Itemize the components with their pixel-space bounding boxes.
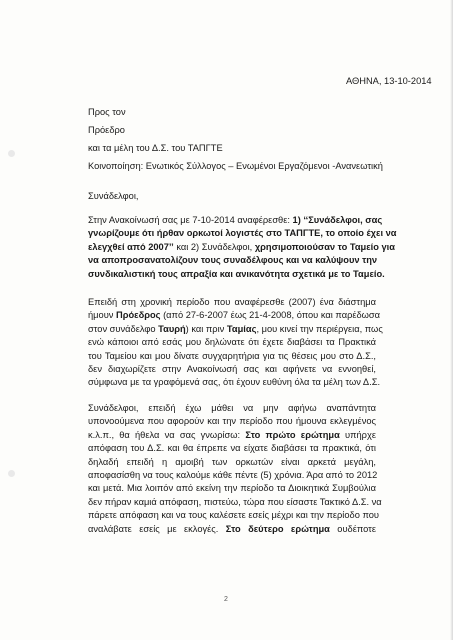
text-span: υπήρχε xyxy=(339,429,376,440)
letter-date: ΑΘΗΝΑ, 13-10-2014 xyxy=(346,76,432,86)
bold-span: συνδικαλιστική τους απραξία και ανικανότητα σχετικά με το Ταμείο. xyxy=(88,268,385,279)
text-line xyxy=(88,214,383,227)
text-line xyxy=(88,523,376,536)
punch-hole-mark xyxy=(8,470,15,477)
page-number: 2 xyxy=(224,596,228,603)
bold-span: Στο πρώτο ερώτημα xyxy=(245,429,340,440)
text-line xyxy=(88,323,383,336)
text-span: αναλάβατε εσείς με εκλογές. xyxy=(88,523,226,534)
punch-hole-mark xyxy=(8,150,15,157)
text-line: σύμφωνα με τα γραφόμενά σας, ότι έχουν ευθύνη όλα τα μέλη των Δ.Σ. xyxy=(88,377,381,388)
text-span: ) και πριν xyxy=(185,323,227,334)
text-line: αποφασίσθη να τους καλούμε κάθε πέντε (5) χρόνια. Άρα από το 2012 xyxy=(88,470,378,481)
recipient-line-1: Προς τον xyxy=(88,107,126,117)
text-line: υπονοούμενα που αφορούν και την περίοδο που ήμουνα εκλεγμένος xyxy=(88,416,376,427)
text-line: δεν πήραν καμιά απόφαση, πιστεύω, τώρα που είσαστε Τακτικό Δ.Σ. να xyxy=(88,496,382,507)
text-span: Στην Ανακοίνωσή σας με 7-10-2014 αναφέρεσθε: xyxy=(88,215,293,225)
text-span: ήμουν xyxy=(88,310,117,321)
text-span: και 2) Συνάδελφοι, xyxy=(173,241,255,252)
text-line: δεν διαχωρίζετε στην Ανακοίνωσή σας και αφήνετε να εννοηθεί, xyxy=(88,364,376,375)
recipient-line-2: Πρόεδρο xyxy=(88,125,125,135)
bold-span: Ταυρή xyxy=(158,323,186,334)
bold-span: γνωρίζουμε ότι ήρθαν ορκωτοί λογιστές στο ΤΑΠΓΤΕ, το οποίο έχει να xyxy=(88,228,397,239)
text-span: , μου κινεί την περιέργεια, πως xyxy=(256,323,383,334)
text-line: δηλαδή επειδή η αμοιβή των ορκωτών είναι αρκετά μεγάλη, xyxy=(88,456,376,467)
text-line xyxy=(88,227,397,240)
text-span: ουδέποτε xyxy=(329,523,376,534)
text-line: Συνάδελφοι, επειδή έχω μάθει να μην αφήνω αναπάντητα xyxy=(88,403,376,413)
bold-span: χρησιμοποιούσαν το Ταμείο για xyxy=(254,241,395,252)
bold-span: Στο δεύτερο ερώτημα xyxy=(225,523,330,534)
recipient-line-3: και τα μέλη του Δ.Σ. του ΤΑΠΓΤΕ xyxy=(88,143,223,153)
bold-span: Ταμίας xyxy=(226,323,257,334)
bold-span: 1) ‘‘Συνάδελφοι, σας xyxy=(292,215,383,225)
paragraph-3 xyxy=(88,402,382,536)
cc-line: Κοινοποίηση: Ενωτικός Σύλλογος – Ενωμένοι Εργαζόμενοι -Ανανεωτική xyxy=(88,161,383,171)
text-line: απόφαση του Δ.Σ. και θα έπρεπε να είχατε διαβάσει τα πρακτικά, ότι xyxy=(88,443,376,454)
bold-span: να αποπροσανατολίζουν τους συναδέλφους και να καλύψουν την xyxy=(88,255,378,266)
bold-span: ελεγχθεί από 2007’’ xyxy=(88,241,174,252)
text-line: Επειδή στη χρονική περίοδο που αναφέρεσθε (2007) ένα διάστημα xyxy=(88,297,376,307)
text-line xyxy=(88,241,395,254)
bold-span: Πρόεδρος xyxy=(116,310,161,321)
text-line: πάρετε απόφαση και να τους καλέσετε εσείς μέχρι και την περίοδο που xyxy=(88,510,380,521)
text-line: του Ταμείου και μου δίνατε συγχαρητήρια για τις θέσεις μου στο Δ.Σ., xyxy=(88,350,376,361)
paragraph-1 xyxy=(88,214,397,281)
text-line xyxy=(88,268,385,281)
text-line: και μετά. Μια λοιπόν από εκείνη την περίοδο τα Διοικητικά Συμβούλια xyxy=(88,483,376,494)
text-span: στον συνάδελφο xyxy=(88,323,159,334)
text-span: κ.λ.π., θα ήθελα να σας γνωρίσω: xyxy=(88,429,246,440)
salutation: Συνάδελφοι, xyxy=(88,191,139,201)
text-line xyxy=(88,429,376,442)
text-line: ενώ κάποιοι από εσάς μου δηλώνατε ότι έχετε διαβάσει τα Πρακτικά xyxy=(88,337,376,348)
text-line xyxy=(88,309,381,322)
paragraph-2 xyxy=(88,296,383,390)
text-span: (από 27-6-2007 έως 21-4-2008, όπου και παρέδωσα xyxy=(160,310,381,321)
text-line xyxy=(88,254,376,267)
